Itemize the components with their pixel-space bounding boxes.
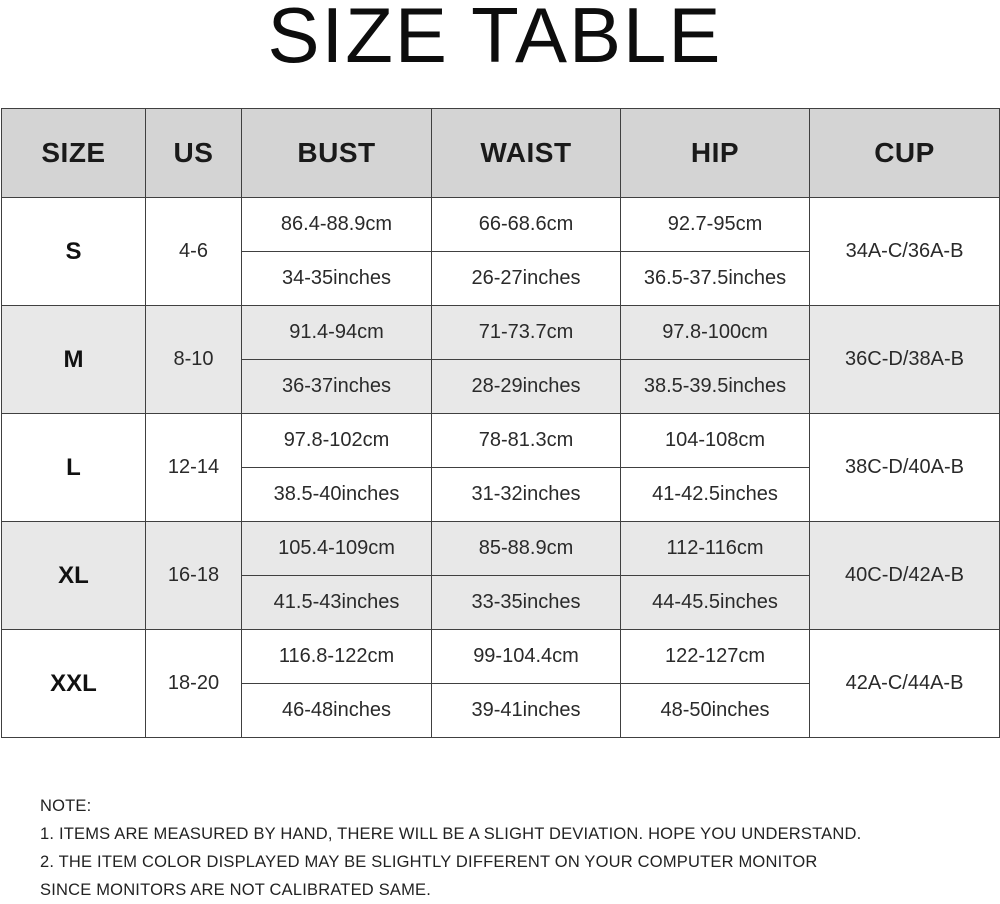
note-line: 1. ITEMS ARE MEASURED BY HAND, THERE WILL BE A SLIGHT DEVIATION. HOPE YOU UNDERSTAND. (40, 825, 862, 843)
us-size: 16-18 (146, 522, 242, 630)
hip-inches: 44-45.5inches (621, 576, 810, 630)
waist-inches: 31-32inches (432, 468, 621, 522)
size-label: XL (2, 522, 146, 630)
waist-inches: 39-41inches (432, 684, 621, 738)
header-bust: BUST (242, 109, 432, 198)
hip-cm: 104-108cm (621, 414, 810, 468)
header-cup: CUP (810, 109, 1000, 198)
waist-cm: 78-81.3cm (432, 414, 621, 468)
waist-cm: 66-68.6cm (432, 198, 621, 252)
header-us: US (146, 109, 242, 198)
hip-cm: 112-116cm (621, 522, 810, 576)
us-size: 4-6 (146, 198, 242, 306)
bust-inches: 38.5-40inches (242, 468, 432, 522)
hip-inches: 41-42.5inches (621, 468, 810, 522)
waist-inches: 33-35inches (432, 576, 621, 630)
size-label: XXL (2, 630, 146, 738)
bust-cm: 116.8-122cm (242, 630, 432, 684)
cup-size: 42A-C/44A-B (810, 630, 1000, 738)
note-line: 2. THE ITEM COLOR DISPLAYED MAY BE SLIGHTLY DIFFERENT ON YOUR COMPUTER MONITOR (40, 853, 818, 871)
us-size: 18-20 (146, 630, 242, 738)
hip-cm: 97.8-100cm (621, 306, 810, 360)
waist-cm: 99-104.4cm (432, 630, 621, 684)
hip-cm: 122-127cm (621, 630, 810, 684)
table-row (2, 414, 1000, 468)
hip-cm: 92.7-95cm (621, 198, 810, 252)
us-size: 12-14 (146, 414, 242, 522)
table-row (2, 630, 1000, 684)
bust-inches: 34-35inches (242, 252, 432, 306)
bust-cm: 86.4-88.9cm (242, 198, 432, 252)
us-size: 8-10 (146, 306, 242, 414)
hip-inches: 38.5-39.5inches (621, 360, 810, 414)
size-label: S (2, 198, 146, 306)
note-line: SINCE MONITORS ARE NOT CALIBRATED SAME. (40, 881, 432, 899)
table-row (2, 522, 1000, 576)
size-label: L (2, 414, 146, 522)
waist-cm: 85-88.9cm (432, 522, 621, 576)
cup-size: 40C-D/42A-B (810, 522, 1000, 630)
size-label: M (2, 306, 146, 414)
hip-inches: 36.5-37.5inches (621, 252, 810, 306)
cup-size: 34A-C/36A-B (810, 198, 1000, 306)
size-table (1, 108, 1000, 738)
waist-inches: 26-27inches (432, 252, 621, 306)
hip-inches: 48-50inches (621, 684, 810, 738)
cup-size: 38C-D/40A-B (810, 414, 1000, 522)
bust-inches: 36-37inches (242, 360, 432, 414)
header-row (2, 109, 1000, 198)
notes-heading: NOTE: (40, 797, 92, 815)
bust-inches: 46-48inches (242, 684, 432, 738)
bust-cm: 97.8-102cm (242, 414, 432, 468)
waist-cm: 71-73.7cm (432, 306, 621, 360)
bust-inches: 41.5-43inches (242, 576, 432, 630)
page-title: SIZE TABLE (267, 0, 723, 79)
header-size: SIZE (2, 109, 146, 198)
header-hip: HIP (621, 109, 810, 198)
bust-cm: 105.4-109cm (242, 522, 432, 576)
bust-cm: 91.4-94cm (242, 306, 432, 360)
cup-size: 36C-D/38A-B (810, 306, 1000, 414)
table-row (2, 306, 1000, 360)
waist-inches: 28-29inches (432, 360, 621, 414)
notes-section (40, 792, 980, 904)
header-waist: WAIST (432, 109, 621, 198)
table-row (2, 198, 1000, 252)
